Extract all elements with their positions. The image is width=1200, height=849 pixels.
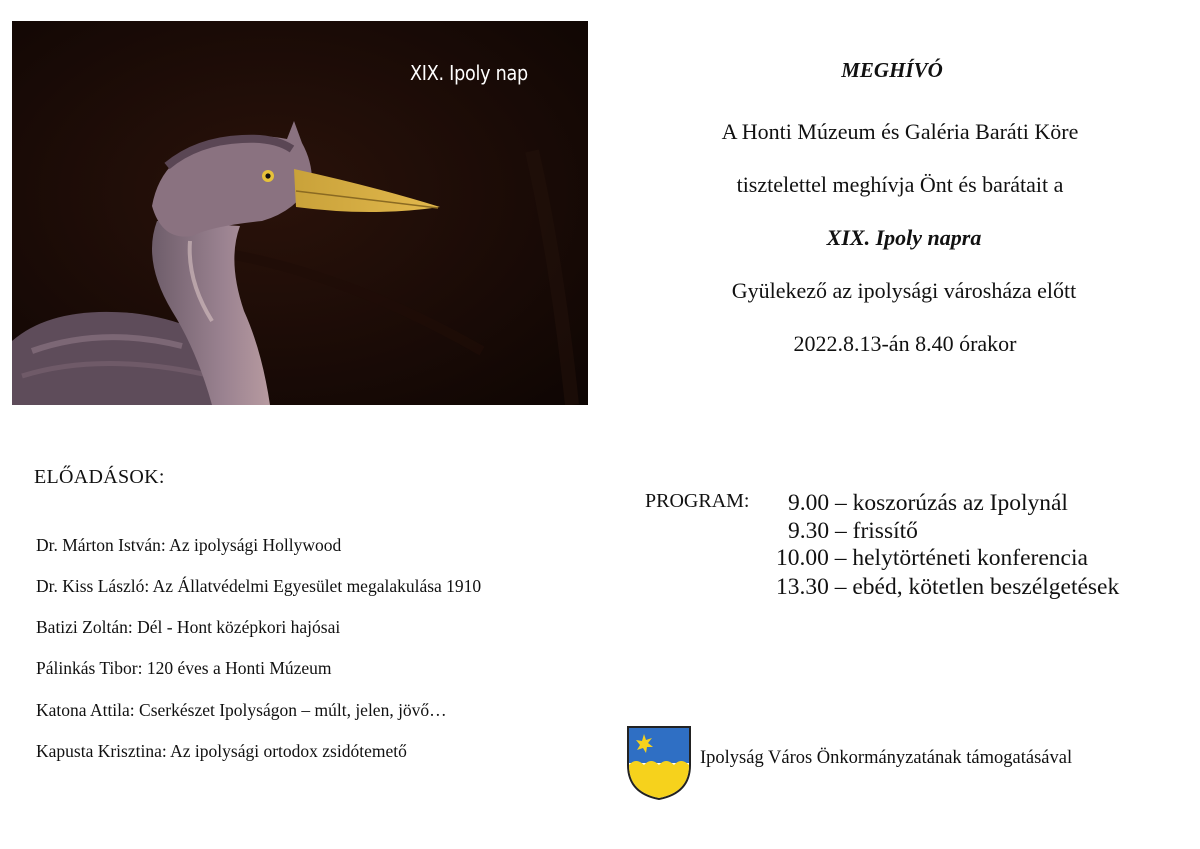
lecture-item: Pálinkás Tibor: 120 éves a Honti Múzeum	[36, 658, 332, 678]
program-item: 9.30 – frissítő	[788, 518, 918, 544]
invitation-meeting-place: Gyülekező az ipolysági városháza előtt	[731, 278, 1077, 303]
program-item: 10.00 – helytörténeti konferencia	[776, 545, 1088, 571]
program-label: PROGRAM:	[645, 490, 750, 512]
invitation-date-time: 2022.8.13-án 8.40 órakor	[793, 331, 1017, 356]
program-item: 13.30 – ebéd, kötetlen beszélgetések	[776, 574, 1120, 600]
lectures-heading: ELŐADÁSOK:	[34, 466, 165, 488]
sponsor-text: Ipolyság Város Önkormányzatának támogatásával	[700, 748, 1073, 768]
heron-photo	[12, 21, 588, 405]
lecture-item: Batizi Zoltán: Dél - Hont középkori hajósai	[36, 617, 341, 637]
lecture-item: Dr. Kiss László: Az Állatvédelmi Egyesület megalakulása 1910	[36, 576, 482, 596]
invitation-invite-line: tisztelettel meghívja Önt és barátait a	[736, 172, 1064, 197]
program-item: 9.00 – koszorúzás az Ipolynál	[788, 490, 1068, 516]
lecture-item: Kapusta Krisztina: Az ipolysági ortodox zsidótemető	[36, 741, 407, 761]
ipolysag-crest-icon	[626, 725, 692, 801]
invitation-host-line: A Honti Múzeum és Galéria Baráti Köre	[721, 119, 1079, 144]
photo-caption: XIX. Ipoly nap	[410, 61, 528, 85]
lecture-item: Katona Attila: Cserkészet Ipolyságon – múlt, jelen, jövő…	[36, 700, 447, 720]
invitation-event-name: XIX. Ipoly napra	[826, 225, 982, 250]
lecture-item: Dr. Márton István: Az ipolysági Hollywood	[36, 535, 342, 555]
invitation-title: MEGHÍVÓ	[841, 58, 943, 82]
